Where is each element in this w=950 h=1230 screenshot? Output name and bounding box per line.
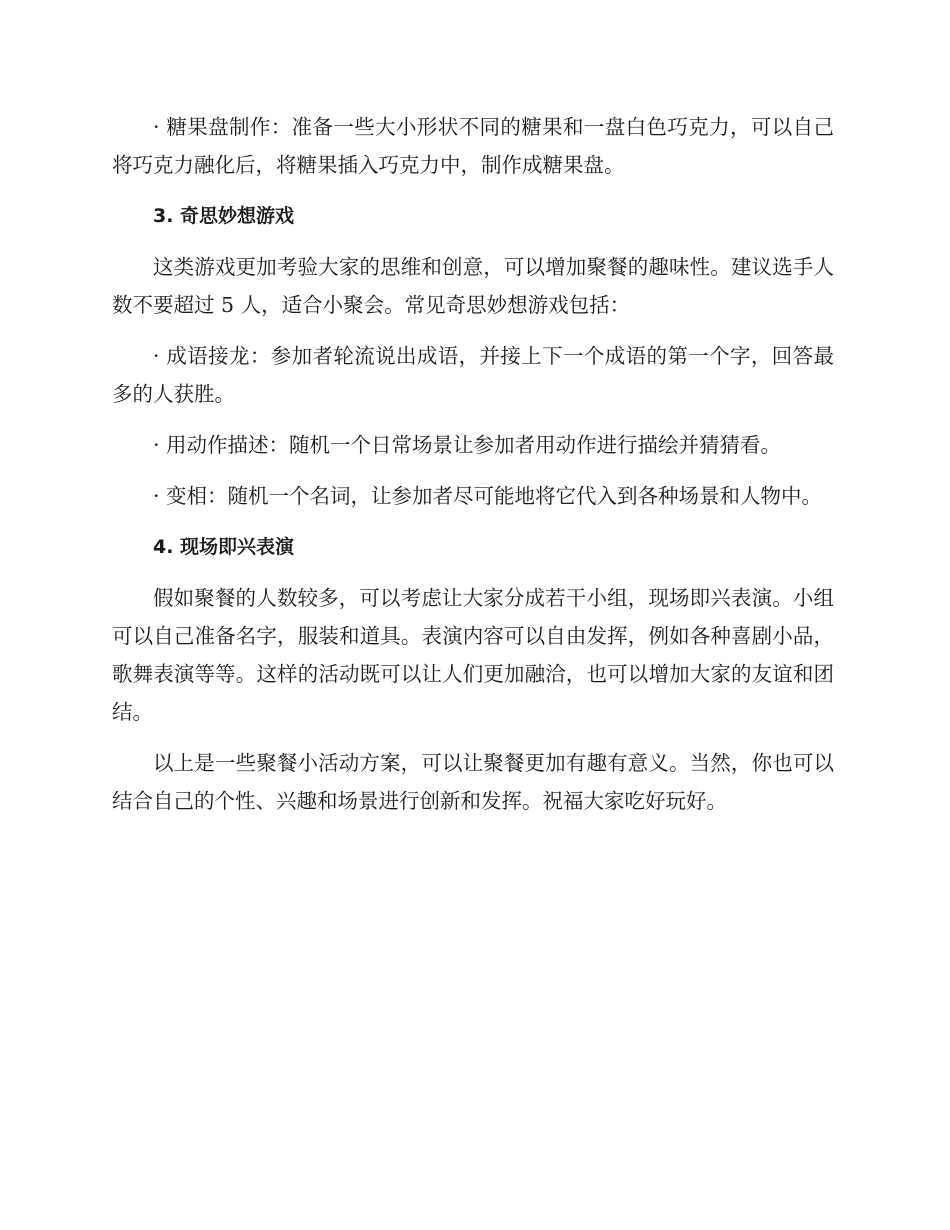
bullet-idiom-chain: · 成语接龙：参加者轮流说出成语，并接上下一个成语的第一个字，回答最多的人获胜。 <box>112 344 834 406</box>
section-heading-creative-games: 3. 奇思妙想游戏 <box>153 205 295 227</box>
document-body <box>112 108 834 833</box>
bullet-transform: · 变相：随机一个名词，让参加者尽可能地将它代入到各种场景和人物中。 <box>153 484 823 508</box>
paragraph-conclusion: 以上是一些聚餐小活动方案，可以让聚餐更加有趣有意义。当然，你也可以结合自己的个性、兴趣和场景进行创新和发挥。祝福大家吃好玩好。 <box>112 751 834 813</box>
bullet-action-description: · 用动作描述：随机一个日常场景让参加者用动作进行描绘并猜猜看。 <box>153 433 782 457</box>
bullet-candy-plate: · 糖果盘制作：准备一些大小形状不同的糖果和一盘白色巧克力，可以自己将巧克力融化后，将糖果插入巧克力中，制作成糖果盘。 <box>112 115 834 177</box>
paragraph-creative-games-intro: 这类游戏更加考验大家的思维和创意，可以增加聚餐的趣味性。建议选手人数不要超过 5 人，适合小聚会。常见奇思妙想游戏包括： <box>112 255 834 317</box>
paragraph-improv: 假如聚餐的人数较多，可以考虑让大家分成若干小组，现场即兴表演。小组可以自己准备名字，服装和道具。表演内容可以自由发挥，例如各种喜剧小品，歌舞表演等等。这样的活动既可以让人们更加融洽，也可以增加大家的友谊和团结。 <box>112 586 834 724</box>
section-heading-improv: 4. 现场即兴表演 <box>153 536 295 558</box>
